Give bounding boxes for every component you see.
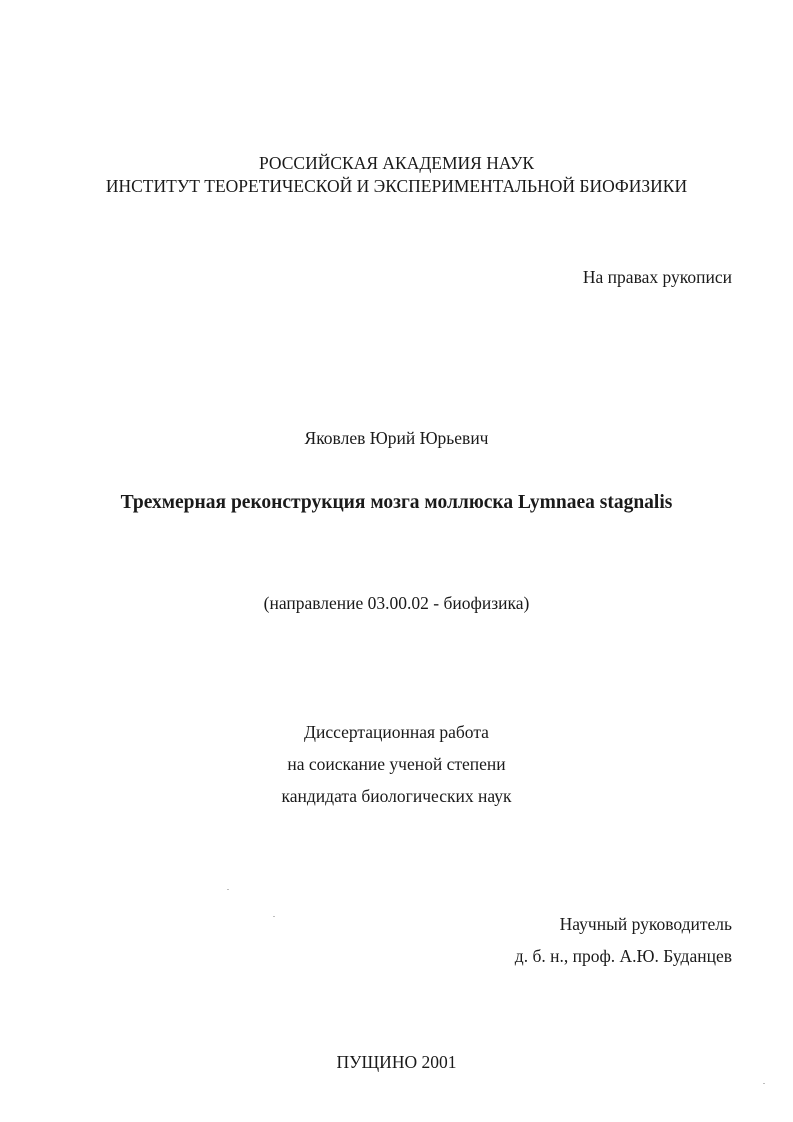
- academy-name: РОССИЙСКАЯ АКАДЕМИЯ НАУК: [258, 153, 535, 173]
- scan-speck: [273, 916, 275, 917]
- dissertation-type: Диссертационная работа: [304, 722, 489, 742]
- supervisor-label: Научный руководитель: [559, 914, 732, 934]
- scan-speck: [227, 889, 229, 890]
- city-year: ПУЩИНО 2001: [336, 1052, 457, 1072]
- institute-name: ИНСТИТУТ ТЕОРЕТИЧЕСКОЙ И ЭКСПЕРИМЕНТАЛЬНОЙ БИОФИЗИКИ: [105, 176, 688, 196]
- specialty-direction: (направление 03.00.02 - биофизика): [263, 593, 530, 613]
- author-name: Яковлев Юрий Юрьевич: [304, 428, 489, 448]
- supervisor-name: д. б. н., проф. А.Ю. Буданцев: [514, 946, 732, 966]
- scan-speck: [763, 1083, 765, 1084]
- dissertation-title: Трехмерная реконструкция мозга моллюска Lymnaea stagnalis: [120, 492, 673, 513]
- manuscript-rights-note: На правах рукописи: [582, 267, 732, 287]
- degree-purpose: на соискание ученой степени: [287, 754, 506, 774]
- degree-name: кандидата биологических наук: [281, 786, 512, 806]
